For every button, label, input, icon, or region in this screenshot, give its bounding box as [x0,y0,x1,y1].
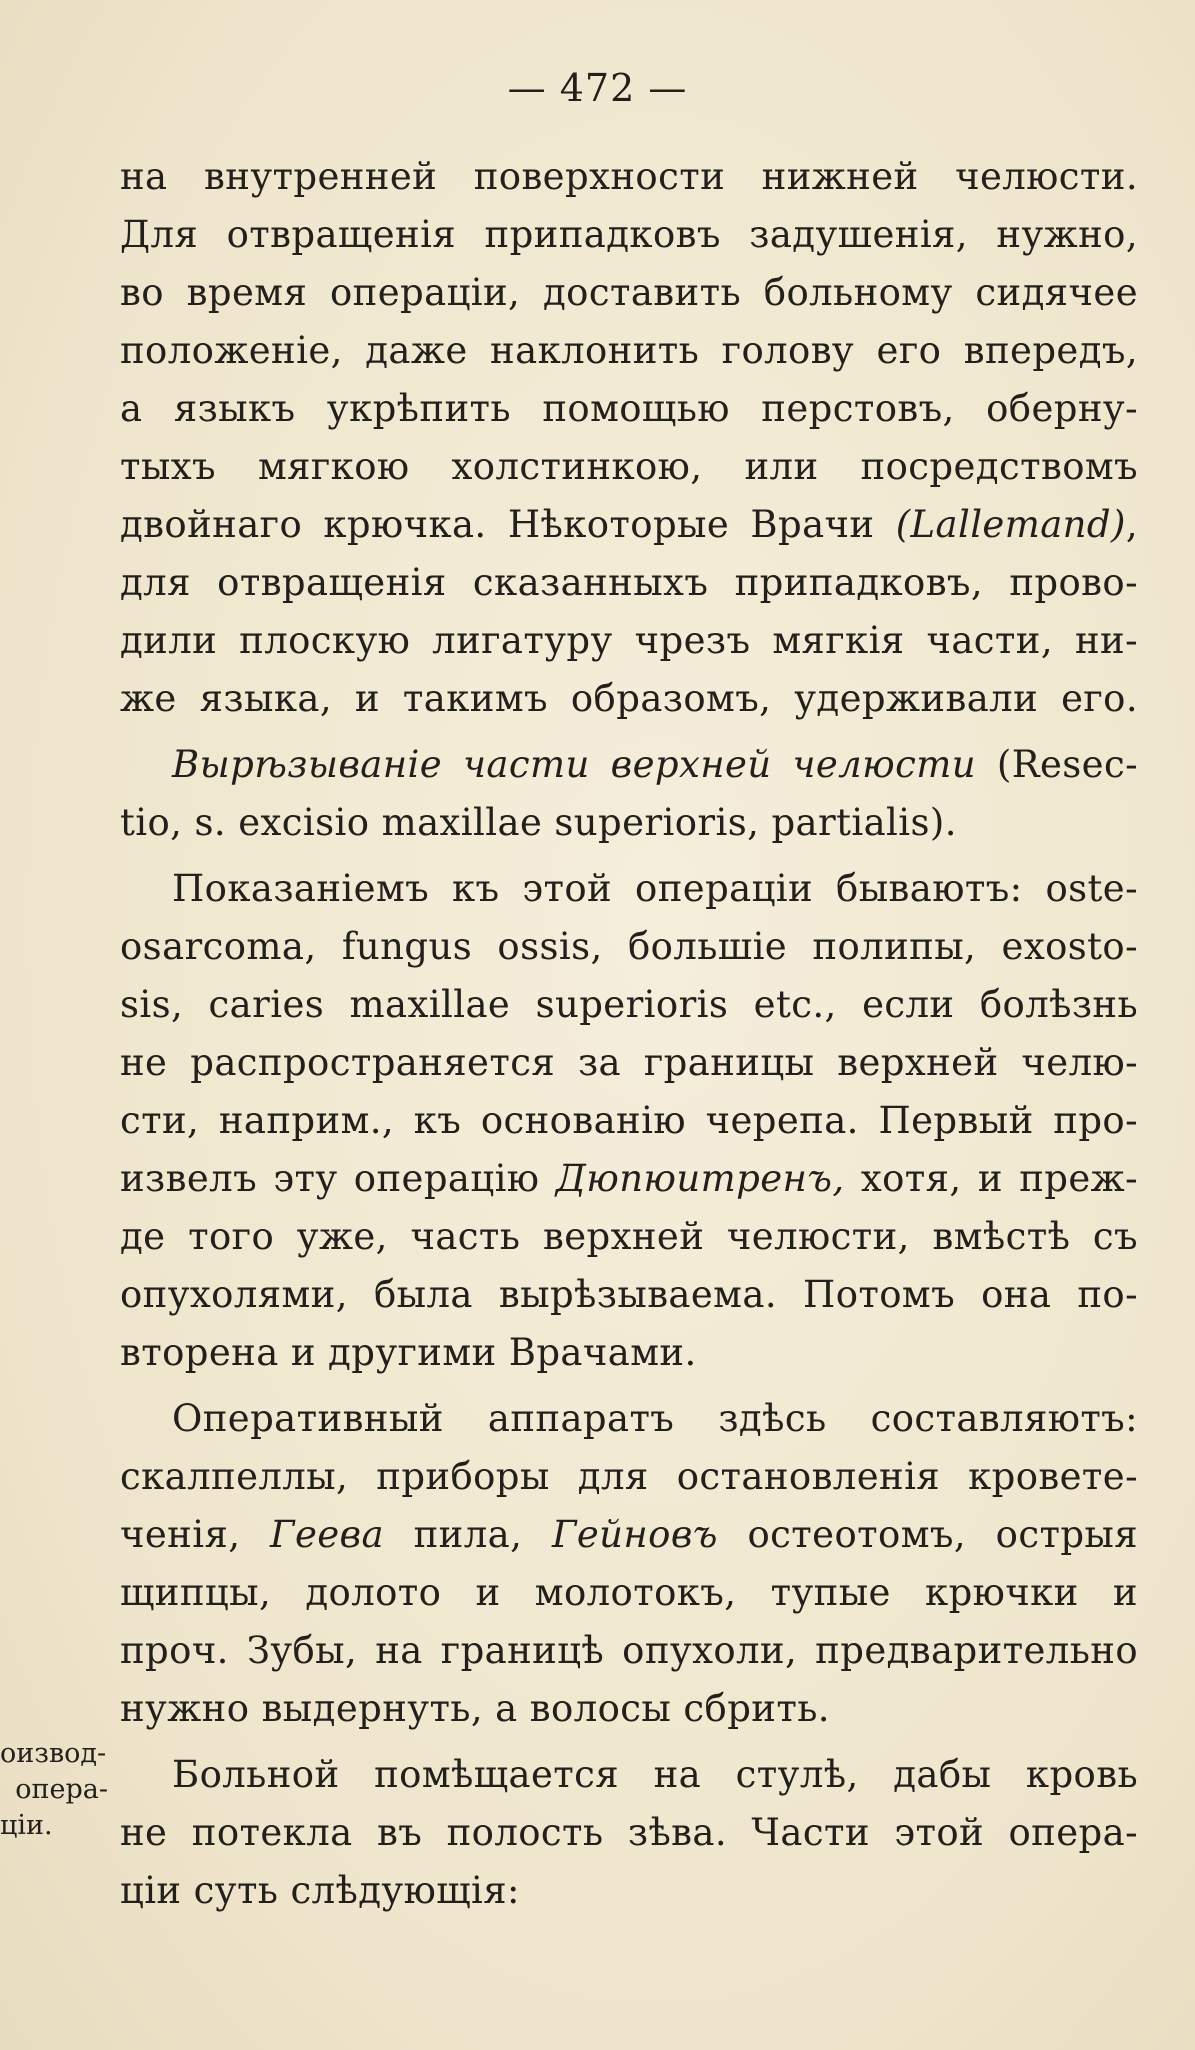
text-run: не потекла въ полость зѣва. Части этой опера- [120,1811,1138,1854]
text-run: tio, s. excisio maxillae superioris, partialis). [120,801,957,844]
text-run: дили плоскую лигатуру чрезъ мягкія части, ни- [120,619,1138,662]
italic-term: Вырѣзываніе части верхней челюсти [172,743,976,786]
text-run: Оперативный аппаратъ здѣсь составляютъ: [172,1397,1138,1440]
text-line [120,322,1138,380]
margin-note-line: опера- [15,1774,108,1805]
margin-note-line: оизвод- [0,1738,107,1769]
text-run: для отвращенія сказанныхъ припадковъ, прово- [120,561,1138,604]
text-body [120,148,1138,1920]
text-run: во время операціи, доставить больному сидячее [120,271,1138,314]
text-line [120,264,1138,322]
text-line [120,976,1138,1034]
text-run: ченія, [120,1513,271,1556]
text-run: щипцы, долото и молотокъ, тупые крючки и [120,1571,1138,1614]
text-line [120,1208,1138,1266]
text-run: проч. Зубы, на границѣ опухоли, предварительно [120,1629,1138,1672]
text-line [120,1390,1138,1448]
text-line [120,860,1138,918]
paragraph [120,736,1138,852]
paragraph [120,860,1138,1382]
text-run: не распространяется за границы верхней челю- [120,1041,1138,1084]
text-run: а языкъ укрѣпить помощью перстовъ, оберну- [120,387,1138,430]
text-line [120,554,1138,612]
page-number: — 472 — [507,66,688,110]
text-run: , [1125,503,1138,546]
italic-term: (Lallemand) [895,503,1126,546]
text-run: Показаніемъ къ этой операціи бываютъ: oste- [172,867,1138,910]
text-run: остеотомъ, острыя [717,1513,1138,1556]
text-run: sis, caries maxillae superioris etc., если болѣзнь [120,983,1138,1026]
text-line [120,1564,1138,1622]
text-run: двойнаго крючка. Нѣкоторые Врачи [120,503,896,546]
text-run: пила, [383,1513,552,1556]
text-run: тыхъ мягкою холстинкою, или посредствомъ [120,445,1138,488]
text-run: сти, наприм., къ основанію черепа. Первый про- [120,1099,1138,1142]
margin-note [0,1736,110,1844]
text-line [120,794,1138,852]
text-run: опухолями, была вырѣзываема. Потомъ она по- [120,1273,1138,1316]
text-run: извелъ эту операцію [120,1157,556,1200]
text-line [120,1862,1138,1920]
text-line [120,1092,1138,1150]
text-line [120,380,1138,438]
text-run: скалпеллы, приборы для остановленія кровете- [120,1455,1138,1498]
text-run: (Resec- [975,743,1138,786]
text-line [120,148,1138,206]
text-run: osarcoma, fungus ossis, большіе полипы, exosto- [120,925,1138,968]
italic-term: Гейновъ [551,1513,718,1556]
text-run: де того уже, часть верхней челюсти, вмѣстѣ съ [120,1215,1138,1258]
text-line [120,1034,1138,1092]
text-line [120,1622,1138,1680]
text-run: нужно выдернуть, а волосы сбрить. [120,1687,830,1730]
text-line [120,1448,1138,1506]
text-line [120,1746,1138,1804]
text-run: на внутренней поверхности нижней челюсти. [120,155,1138,198]
text-line [120,206,1138,264]
text-run: Для отвращенія припадковъ задушенія, нужно, [120,213,1138,256]
text-line [120,1506,1138,1564]
italic-term: Геева [270,1513,384,1556]
text-line [120,670,1138,728]
text-line [120,1804,1138,1862]
text-run: Больной помѣщается на стулѣ, дабы кровь [172,1753,1138,1796]
text-line [120,1266,1138,1324]
italic-term: Дюпюитренъ, [555,1157,845,1200]
text-line [120,612,1138,670]
text-line [120,1150,1138,1208]
text-line [120,1680,1138,1738]
margin-note-line: ціи. [0,1810,53,1841]
text-line [120,736,1138,794]
text-line [120,1324,1138,1382]
text-line [120,438,1138,496]
text-run: вторена и другими Врачами. [120,1331,697,1374]
text-run: же языка, и такимъ образомъ, удерживали его. [120,677,1138,720]
text-line [120,918,1138,976]
text-run: ціи суть слѣдующія: [120,1869,520,1912]
text-line [120,496,1138,554]
text-run: хотя, и преж- [844,1157,1139,1200]
text-run: положеніе, даже наклонить голову его впередъ, [120,329,1138,372]
paragraph [120,1390,1138,1738]
paragraph [120,148,1138,728]
paragraph [120,1746,1138,1920]
